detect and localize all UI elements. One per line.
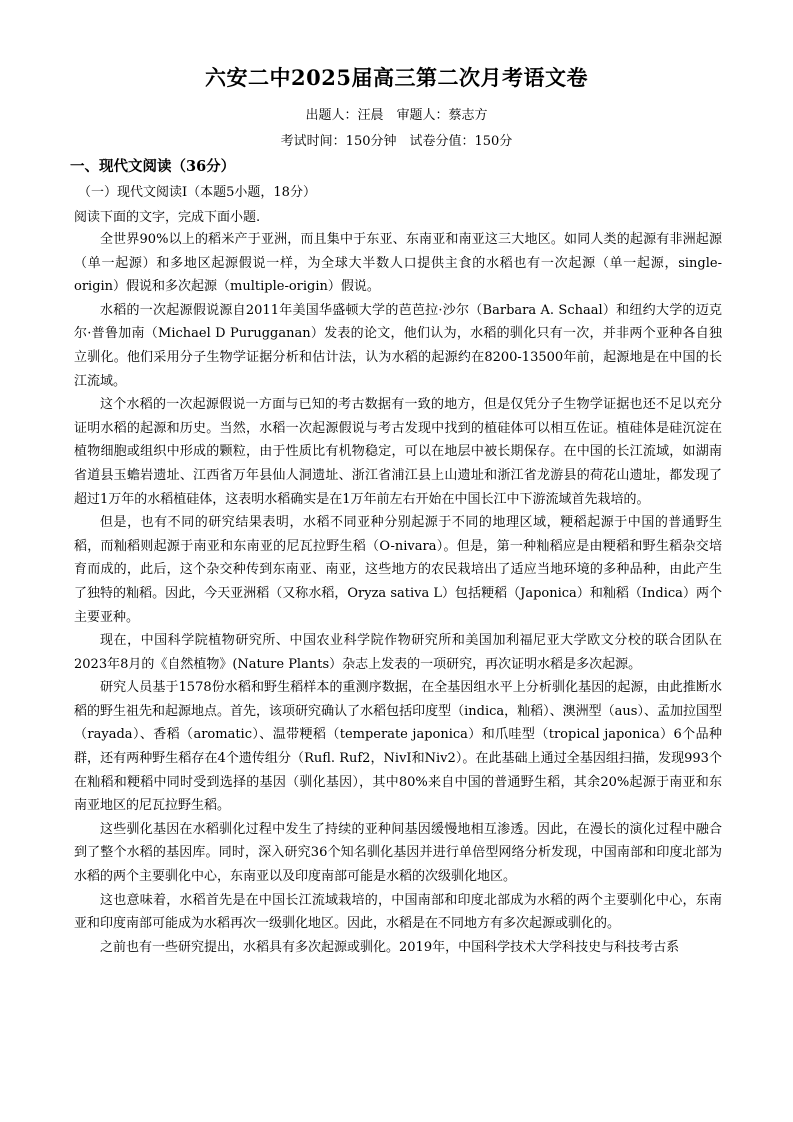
passage-paragraph: 水稻的一次起源假说源自2011年美国华盛顿大学的芭芭拉·沙尔（Barbara A. Schaal）和纽约大学的迈克尔·普鲁加南（Michael D Purugganan）发表的论文，他们认为，水稻的驯化只有一次，并非两个亚种各自独立驯化。他们采用分子生物学证据分析和估计法，认为水稻的起源约在8200-13500年前，起源地是在中国的长江流域。 [74, 302, 722, 389]
exam-title: 六安二中2025届高三第二次月考语文卷 [205, 65, 588, 90]
authors-line: 出题人：汪晨 审题人：蔡志方 [305, 108, 488, 123]
reading-passage [74, 228, 722, 959]
section-heading: 一、现代文阅读（36分） [70, 158, 236, 175]
passage-paragraph: 全世界90%以上的稻米产于亚洲，而且集中于东亚、东南亚和南亚这三大地区。如同人类的起源有非洲起源（单一起源）和多地区起源假说一样，为全球大半数人口提供主食的水稻也有一次起源（单一起源，single-origin）假说和多次起源（multiple-origin）假说。 [74, 232, 722, 295]
exam-info-line: 考试时间：150分钟 试卷分值：150分 [280, 134, 513, 149]
passage-paragraph: 这也意味着，水稻首先是在中国长江流域栽培的，中国南部和印度北部成为水稻的两个主要驯化中心，东南亚和印度南部可能成为水稻再次一级驯化地区。因此，水稻是在不同地方有多次起源或驯化的。 [74, 892, 722, 932]
passage-paragraph: 但是，也有不同的研究结果表明，水稻不同亚种分别起源于不同的地理区域，粳稻起源于中国的普通野生稻，而籼稻则起源于南亚和东南亚的尼瓦拉野生稻（O-nivara）。但是，第一种籼稻应是由粳稻和野生稻杂交培育而成的，此后，这个杂交种传到东南亚、南亚，这些地方的农民栽培出了适应当地环境的多种品种，由此产生了独特的籼稻。因此，今天亚洲稻（又称水稻，Oryza sativa L）包括粳稻（Japonica）和籼稻（Indica）两个主要亚种。 [74, 515, 722, 625]
passage-paragraph: 这个水稻的一次起源假说一方面与已知的考古数据有一致的地方，但是仅凭分子生物学证据也还不足以充分证明水稻的起源和历史。当然，水稻一次起源假说与考古发现中找到的植硅体可以相互佐证。植硅体是硅沉淀在植物细胞或组织中形成的颗粒，由于性质比有机物稳定，可以在地层中被长期保存。在中国的长江流域，如湖南省道县玉蟾岩遗址、江西省万年县仙人洞遗址、浙江省浦江县上山遗址和浙江省龙游县的荷花山遗址，都发现了超过1万年的水稻植硅体，这表明水稻确实是在1万年前左右开始在中国长江中下游流域首先栽培的。 [74, 397, 722, 507]
passage-paragraph: 现在，中国科学院植物研究所、中国农业科学院作物研究所和美国加利福尼亚大学欧文分校的联合团队在2023年8月的《自然植物》(Nature Plants）杂志上发表的一项研究，再次证明水稻是多次起源。 [74, 633, 722, 672]
passage-paragraph: 之前也有一些研究提出，水稻具有多次起源或驯化。2019年，中国科学技术大学科技史与科技考古系 [100, 939, 680, 955]
subsection-heading: （一）现代文阅读Ⅰ（本题5小题，18分） [78, 185, 316, 200]
passage-paragraph: 这些驯化基因在水稻驯化过程中发生了持续的亚种间基因缓慢地相互渗透。因此，在漫长的演化过程中融合到了整个水稻的基因库。同时，深入研究36个知名驯化基因并进行单倍型网络分析发现，中国南部和印度北部为水稻的两个主要驯化中心，东南亚以及印度南部可能是水稻的次级驯化地区。 [74, 821, 722, 885]
reading-instructions: 阅读下面的文字，完成下面小题. [74, 210, 261, 225]
passage-paragraph: 研究人员基于1578份水稻和野生稻样本的重测序数据，在全基因组水平上分析驯化基因的起源，由此推断水稻的野生祖先和起源地点。首先，该项研究确认了水稻包括印度型（indica，籼稻）、澳洲型（aus）、孟加拉国型（rayada）、香稻（aromatic）、温带粳稻（temperate japonica）和爪哇型（tropical japonica）6个品种群，还有两种野生稻存在4个遗传组分（Rufl. Ruf2，NivI和Niv2）。在此基础上通过全基因组扫描，发现993个在籼稻和粳稻中同时受到选择的基因（驯化基因），其中80%来自中国的普通野生稻，其余20%起源于南亚和东南亚地区的尼瓦拉野生稻。 [74, 680, 722, 814]
